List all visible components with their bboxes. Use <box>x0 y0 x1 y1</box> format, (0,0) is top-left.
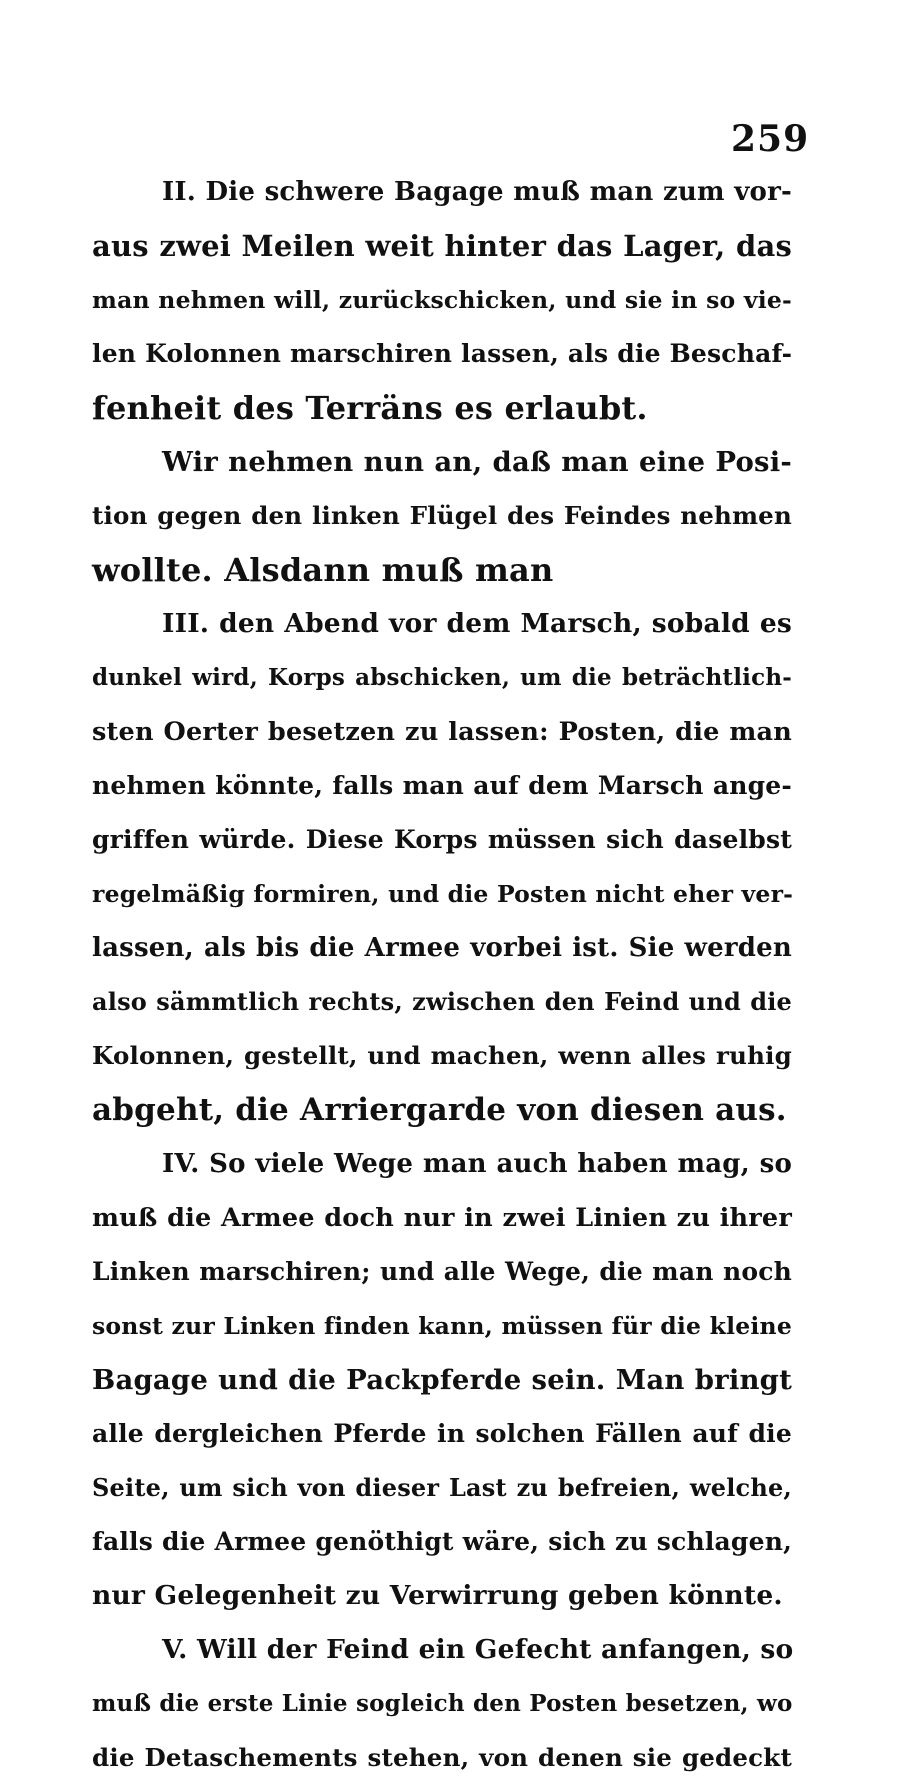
text-line: muß die erste Linie sogleich den Posten besetzen, wo <box>92 1690 793 1717</box>
text-line: griffen würde. Diese Korps müssen sich daselbst <box>92 825 792 854</box>
text-line: len Kolonnen marschiren lassen, als die Beschaf- <box>92 339 793 368</box>
text-line: tion gegen den linken Flügel des Feindes nehmen <box>92 501 792 530</box>
text-line: lassen, als bis die Armee vorbei ist. Sie werden <box>92 933 792 963</box>
text-line: wollte. Alsdann muß man <box>92 551 554 589</box>
text-line: also sämmtlich rechts, zwischen den Feind und die <box>92 987 792 1016</box>
text-line: IV. So viele Wege man auch haben mag, so <box>162 1149 792 1179</box>
text-line: dunkel wird, Korps abschicken, um die beträchtlich- <box>92 664 792 691</box>
text-line: sonst zur Linken finden kann, müssen für die kleine <box>92 1312 792 1340</box>
text-line: falls die Armee genöthigt wäre, sich zu schlagen, <box>92 1527 792 1556</box>
text-line: abgeht, die Arriergarde von diesen aus. <box>92 1092 787 1128</box>
text-line: man nehmen will, zurückschicken, und sie in so vie- <box>92 286 792 314</box>
text-line: aus zwei Meilen weit hinter das Lager, das <box>92 229 792 263</box>
body-text <box>92 165 792 1785</box>
text-line: V. Will der Feind ein Gefecht anfangen, so <box>162 1634 794 1665</box>
text-line: Seite, um sich von dieser Last zu befreien, welche, <box>92 1473 792 1502</box>
text-line: sten Oerter besetzen zu lassen: Posten, die man <box>92 717 792 747</box>
text-line: Linken marschiren; und alle Wege, die man noch <box>92 1257 792 1286</box>
text-line: III. den Abend vor dem Marsch, sobald es <box>162 608 792 639</box>
text-line: nur Gelegenheit zu Verwirrung geben könnte. <box>92 1580 783 1611</box>
text-line: fenheit des Terräns es erlaubt. <box>92 389 648 427</box>
text-line: nehmen könnte, falls man auf dem Marsch ange- <box>92 771 792 800</box>
text-line: regelmäßig formiren, und die Posten nicht eher ver- <box>92 880 794 908</box>
text-line: Wir nehmen nun an, daß man eine Posi- <box>162 446 792 478</box>
text-line: Kolonnen, gestellt, und machen, wenn alles ruhig <box>92 1041 792 1070</box>
text-line: die Detaschements stehen, von denen sie gedeckt <box>92 1743 792 1772</box>
text-line: muß die Armee doch nur in zwei Linien zu ihrer <box>92 1203 792 1233</box>
page-number: 259 <box>731 118 810 160</box>
text-line: II. Die schwere Bagage muß man zum vor- <box>162 177 792 207</box>
text-line: Bagage und die Packpferde sein. Man bringt <box>92 1364 792 1396</box>
text-line: alle dergleichen Pferde in solchen Fällen auf die <box>92 1419 792 1448</box>
